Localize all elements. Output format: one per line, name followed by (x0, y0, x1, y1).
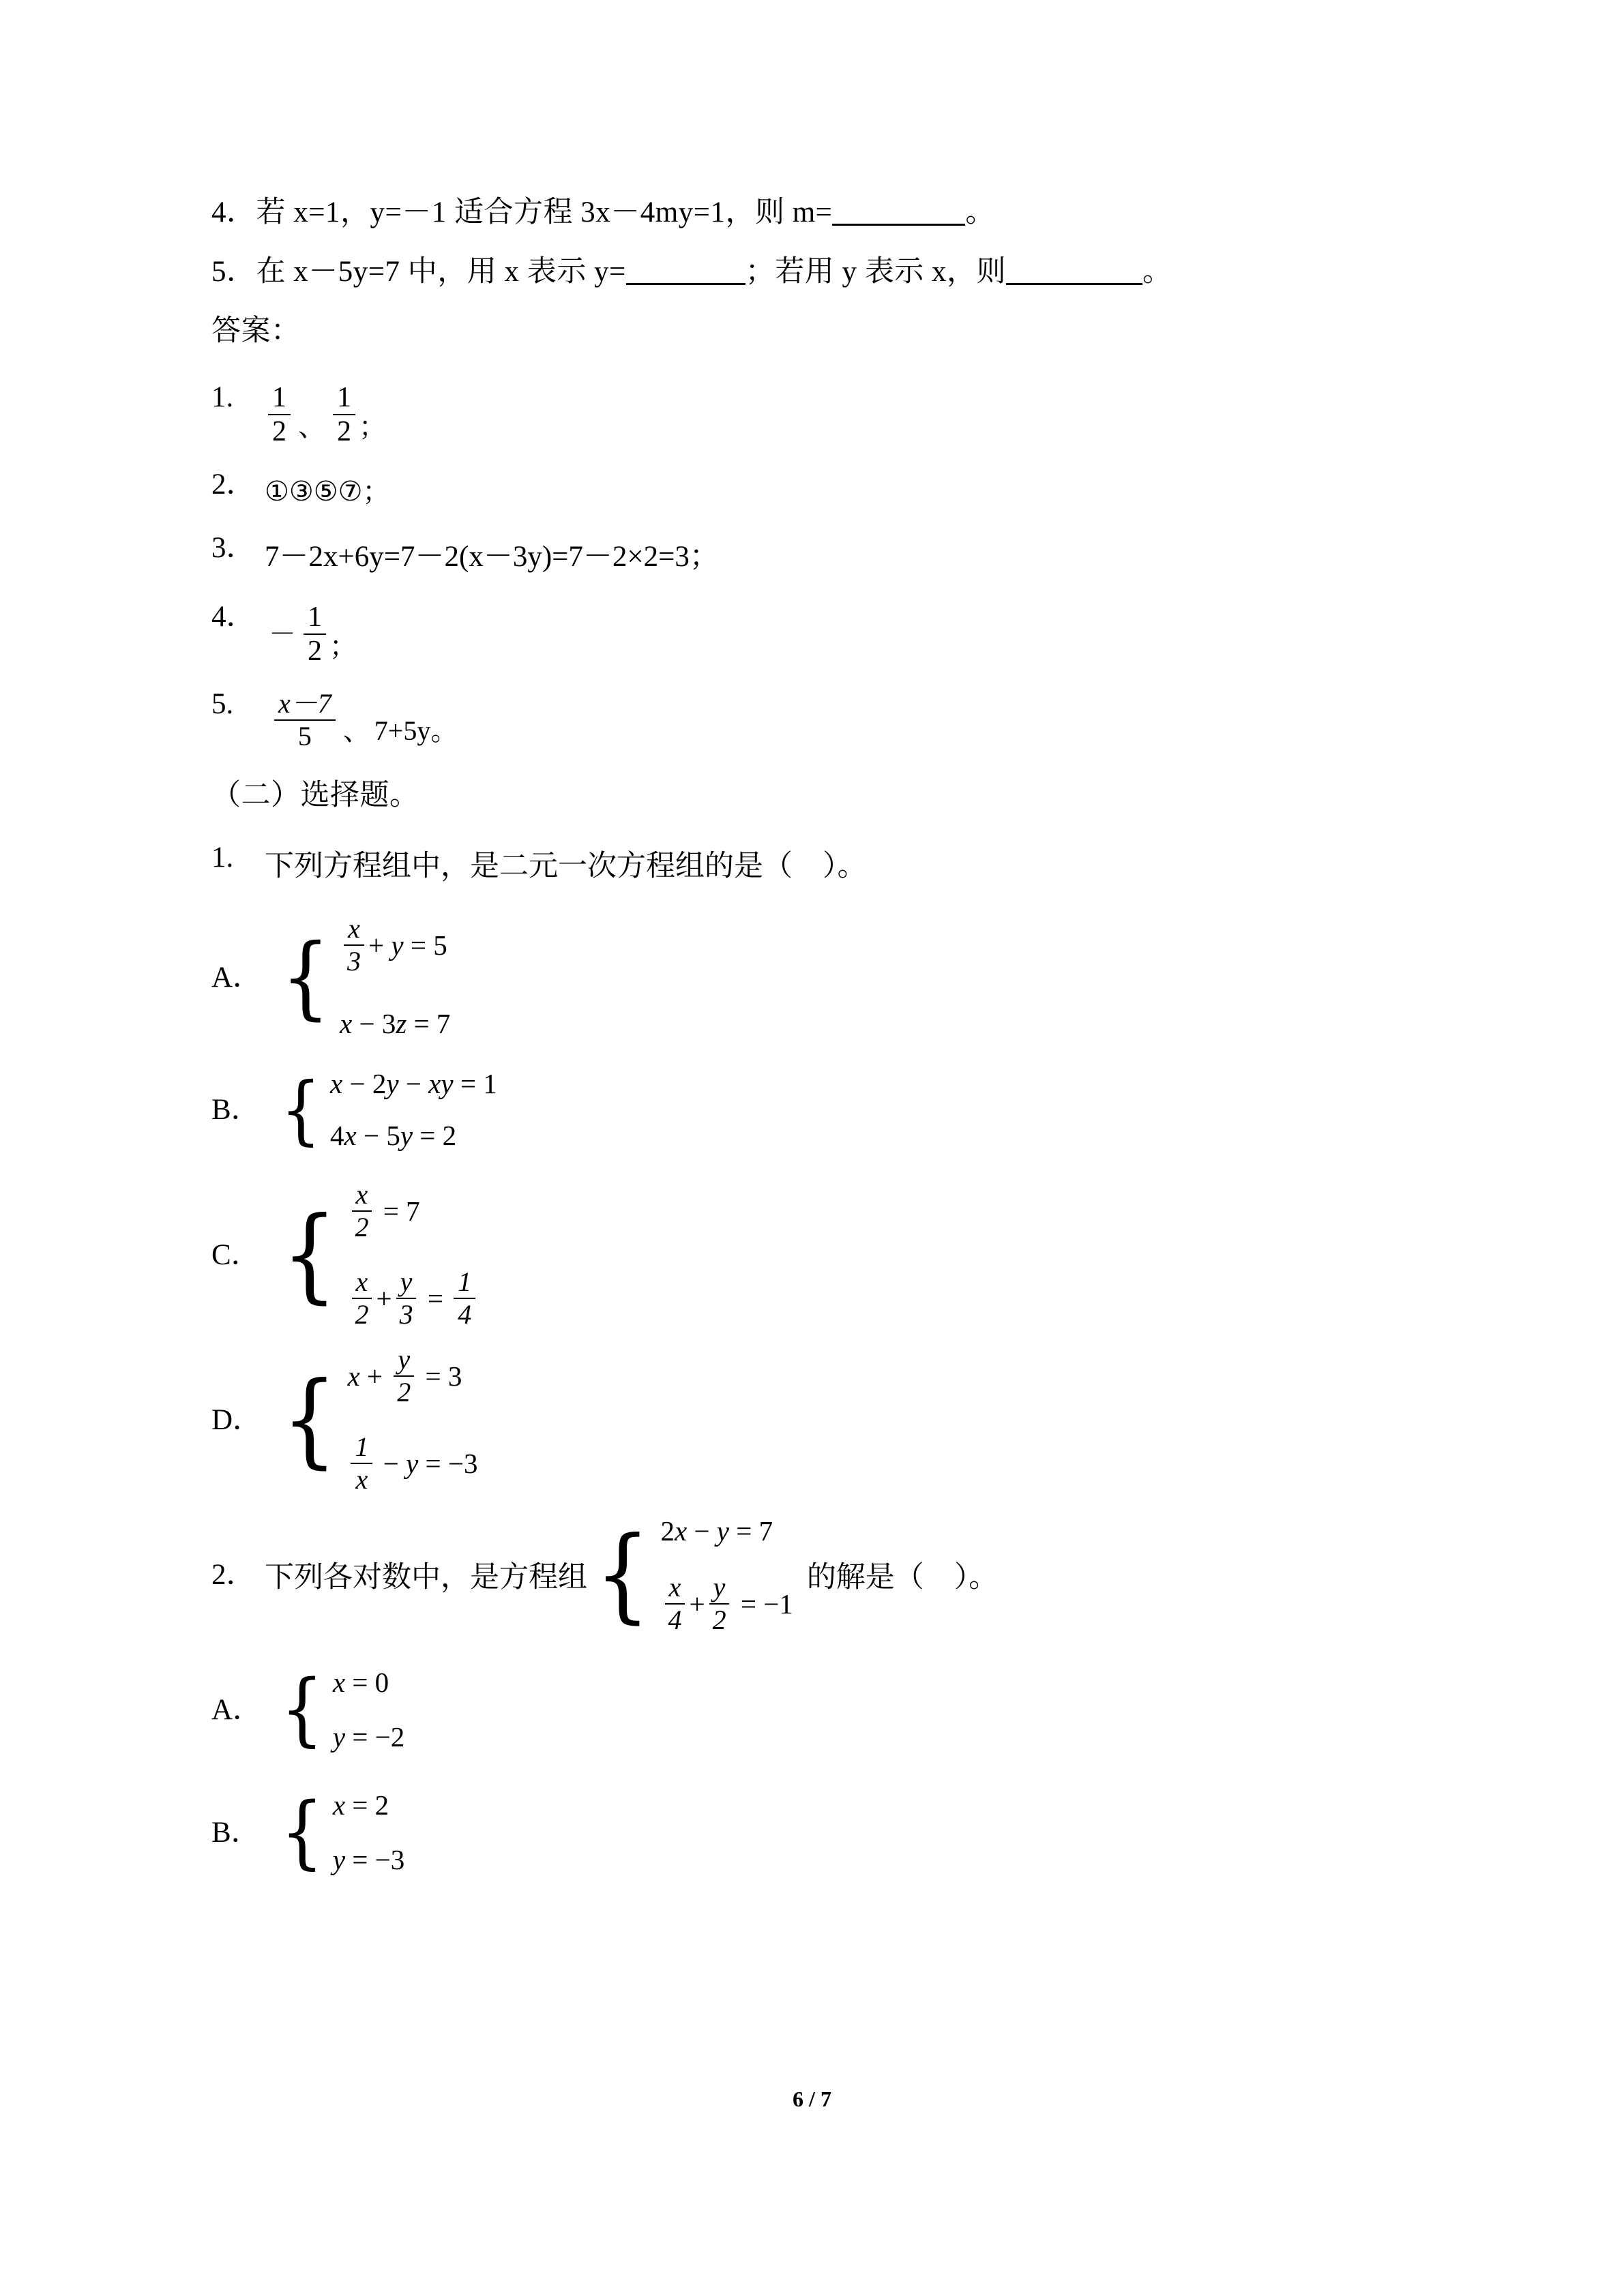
fraction-numerator: 1 (333, 383, 355, 415)
choice-q2-stem-tail: ）。 (954, 1561, 999, 1594)
answer-5-text: 7+5y。 (374, 715, 458, 747)
option-label: A． (211, 961, 263, 994)
equation-list (330, 1067, 497, 1152)
choice-q1-option-a[interactable] (211, 914, 1412, 1040)
answer-item-4 (211, 602, 1412, 666)
choice-q2-option-b[interactable] (211, 1786, 1412, 1879)
choice-q1-number: 1. (211, 841, 234, 874)
fraction-denominator: 2 (272, 416, 286, 448)
answer-4-number: 4． (211, 601, 256, 633)
fraction-denominator: 2 (337, 416, 351, 448)
question-4-answer-blank[interactable] (832, 224, 965, 226)
equation-system (277, 914, 450, 1040)
equation-system (277, 1786, 405, 1879)
answer-item-1 (211, 383, 1412, 447)
choice-question-2 (211, 1515, 1412, 1635)
question-5-answer-blank-2[interactable] (1006, 283, 1142, 285)
fraction-denominator: 5 (297, 721, 312, 752)
answer-4-fraction (304, 602, 326, 666)
answer-1-body (265, 383, 386, 447)
left-brace-icon: { (282, 1195, 338, 1314)
answer-5-body (265, 689, 458, 751)
answer-1-terminator: ； (359, 411, 386, 443)
answer-5-separator: 、 (342, 715, 370, 747)
question-5-answer-blank-1[interactable] (626, 283, 745, 285)
answer-5-fraction (274, 689, 336, 751)
equation-system (277, 1180, 479, 1329)
section-two-heading: （二）选择题。 (211, 779, 419, 812)
option-label: A． (211, 1693, 263, 1726)
choice-q1-stem-tail: ）。 (823, 850, 867, 883)
question-5-period: 。 (1142, 256, 1172, 288)
fraction-denominator: 2 (308, 636, 322, 668)
page-footer: 6 / 7 (793, 2087, 831, 2111)
answer-1-separator: 、 (298, 411, 325, 443)
answer-2-text: ①③⑤⑦； (265, 476, 390, 508)
equation-list (347, 1180, 479, 1329)
answer-item-2 (211, 470, 1412, 509)
answer-4-body (265, 602, 357, 666)
answer-3-number: 3． (211, 532, 256, 565)
equation-list (333, 1789, 404, 1876)
equation-row: x − 3 z = 7 (339, 1008, 451, 1040)
answer-2-number: 2． (211, 468, 256, 501)
fraction-numerator: x－7 (274, 689, 336, 721)
equation-row: 2 x − y = 7 (660, 1515, 773, 1547)
choice-q2-stem-mid: 的解是（ (806, 1561, 924, 1594)
answer-4-minus-sign: － (269, 618, 296, 650)
equation-row: $\frac{x}{3}$ + y = 5 (340, 914, 450, 976)
equation-system (277, 1345, 478, 1494)
option-label: B． (211, 1093, 261, 1126)
page-content (211, 198, 1412, 1894)
equation-list (333, 1666, 404, 1753)
left-brace-icon: { (595, 1515, 651, 1634)
equation-row: $\frac{x}{2}$ = 7 (347, 1180, 479, 1242)
choice-q1-stem-text: 下列方程组中，是二元一次方程组的是（ (265, 850, 793, 883)
equation-list (347, 1345, 477, 1494)
equation-list (660, 1515, 793, 1635)
left-brace-icon: { (280, 1786, 324, 1879)
answer-1-fraction-1 (268, 383, 291, 447)
equation-row: $\frac{x}{2}$ + $\frac{y}{3}$ = $\frac{1}{4}$ (347, 1268, 479, 1329)
answers-heading: 答案： (211, 315, 301, 347)
question-5-number: 5． (211, 256, 256, 288)
left-brace-icon: { (281, 924, 330, 1030)
question-4-text: 若 x=1，y=－1 适合方程 3x－4my=1，则 m= (256, 196, 833, 228)
question-5-text-part1: 在 x－5y=7 中，用 x 表示 y= (256, 256, 626, 288)
equation-row: y = −3 (332, 1844, 405, 1876)
answer-5-number: 5. (211, 688, 234, 721)
fill-in-question-5 (211, 257, 1412, 286)
equation-row: x = 0 (332, 1667, 389, 1699)
left-brace-icon: { (280, 1663, 324, 1756)
question-4-number: 4． (211, 196, 256, 228)
equation-row: x − 2 y − xy = 1 (330, 1068, 497, 1100)
choice-question-1 (211, 843, 1412, 884)
choice-q1-option-d[interactable] (211, 1345, 1412, 1494)
equation-list (340, 914, 450, 1040)
option-label: C． (211, 1238, 261, 1271)
fill-in-question-4 (211, 198, 1412, 227)
left-brace-icon: { (280, 1065, 321, 1153)
equation-system (277, 1067, 497, 1152)
equation-row: $\frac{x}{4}$ + $\frac{y}{2}$ = −1 (660, 1573, 793, 1635)
choice-q1-stem (265, 843, 1412, 884)
choice-q2-option-a[interactable] (211, 1663, 1412, 1756)
choice-q2-stem-text: 下列各对数中，是方程组 (265, 1561, 587, 1594)
option-label: B． (211, 1816, 261, 1849)
answer-item-5 (211, 689, 1412, 751)
answer-3-text: 7－2x+6y=7－2(x－3y)=7－2×2=3； (265, 541, 719, 573)
answer-4-terminator: ； (329, 631, 357, 662)
equation-row: x = 2 (332, 1789, 389, 1821)
answer-item-3 (211, 533, 1412, 575)
equation-row: y = −2 (332, 1721, 405, 1753)
choice-q2-equation-system (590, 1515, 793, 1635)
choice-q1-option-c[interactable] (211, 1180, 1412, 1329)
equation-row: 4 x − 5 y = 2 (330, 1120, 457, 1152)
left-brace-icon: { (282, 1360, 338, 1479)
fraction-numerator: 1 (304, 602, 326, 635)
fraction-numerator: 1 (268, 383, 291, 415)
answer-1-number: 1. (211, 381, 234, 413)
choice-q2-number: 2． (211, 1558, 256, 1591)
equation-row: x + $\frac{y}{2}$ = 3 (347, 1344, 462, 1408)
answer-1-fraction-2 (333, 383, 355, 447)
question-5-text-part2: ；若用 y 表示 x，则 (745, 256, 1007, 288)
equation-row: $\frac{1}{x}$ − y = −3 (347, 1433, 477, 1494)
equation-system (277, 1663, 405, 1756)
question-4-period: 。 (965, 196, 995, 228)
choice-q1-option-b[interactable] (211, 1067, 1412, 1152)
option-label: D． (211, 1403, 263, 1436)
